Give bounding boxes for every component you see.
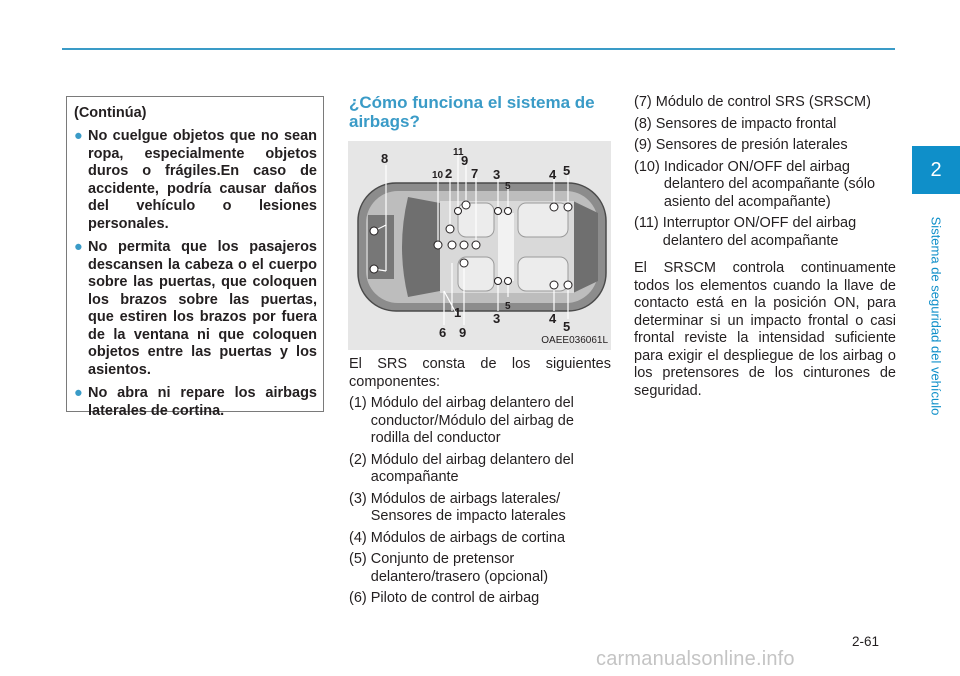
component-list bbox=[349, 395, 611, 608]
watermark: carmanualsonline.info bbox=[596, 648, 795, 670]
top-rule bbox=[62, 48, 895, 50]
callout-label: 11 bbox=[453, 147, 464, 158]
callout-label: 5 bbox=[563, 163, 571, 178]
chapter-title: Sistema de seguridad del vehículo bbox=[928, 216, 944, 416]
warning-heading: (Continúa) bbox=[74, 105, 147, 121]
warning-item: ● No cuelgue objetos que no sean ropa, especialmente objetos duros o frágiles.En caso de accidente, podría causar daños del vehículo o lesiones personales. bbox=[74, 128, 317, 232]
car-body bbox=[358, 183, 606, 311]
bullet-icon: ● bbox=[74, 385, 83, 401]
callout-label: 3 bbox=[493, 167, 501, 182]
callout-label: 5 bbox=[505, 301, 511, 312]
chapter-tab bbox=[912, 146, 960, 194]
callout-label: 8 bbox=[381, 151, 389, 166]
callout-label: 5 bbox=[505, 181, 511, 192]
component-item: (4) Módulos de airbags de cortina bbox=[349, 529, 566, 546]
section-heading: ¿Cómo funciona el sistema de airbags? bbox=[349, 93, 595, 131]
component-item: (2) Módulo del airbag delantero del acompañante bbox=[349, 451, 574, 485]
chapter-number: 2 bbox=[930, 158, 942, 181]
component-list bbox=[634, 94, 896, 250]
component-item: (5) Conjunto de pretensor delantero/trasero (opcional) bbox=[349, 551, 549, 585]
callout-label: 4 bbox=[549, 311, 557, 326]
callout-label: 3 bbox=[493, 311, 501, 326]
figure-code: OAEE036061L bbox=[541, 335, 608, 346]
page-number: 2-61 bbox=[852, 634, 880, 649]
intro-paragraph: El SRS consta de los siguientes componentes: bbox=[349, 356, 611, 390]
component-item: (1) Módulo del airbag delantero del conductor/Módulo del airbag de rodilla del conductor bbox=[349, 395, 574, 446]
warning-item: ● No abra ni repare los airbags laterales de cortina. bbox=[74, 385, 317, 419]
callout-label: 6 bbox=[439, 325, 447, 340]
callout-label: 2 bbox=[445, 166, 453, 181]
warning-item: ● No permita que los pasajeros descansen la cabeza o el cuerpo sobre las puertas, que coloquen los brazos sobre las puertas, que estiren los brazos por fuera de la ventana ni que coloquen objetos entre las puertas y los asientos. bbox=[74, 239, 317, 378]
component-item: (3) Módulos de airbags laterales/ Sensores de impacto laterales bbox=[349, 490, 566, 524]
callout-label: 4 bbox=[549, 167, 557, 182]
srscm-paragraph: El SRSCM controla continuamente todos los elementos cuando la llave de contacto está en la posición ON, para determinar si un impacto frontal o casi frontal reviste la intensidad suficiente para exigir el despliegue de los airbag o los pretensores de los cinturones de seguridad. bbox=[634, 260, 896, 399]
car-top-view-illustration bbox=[348, 141, 611, 350]
airbag-diagram bbox=[348, 141, 611, 350]
components-column-right bbox=[634, 94, 896, 404]
bullet-icon: ● bbox=[74, 239, 83, 255]
callout-label: 10 bbox=[432, 170, 444, 181]
callout-label: 9 bbox=[459, 325, 467, 340]
callout-label: 7 bbox=[471, 166, 479, 181]
warning-box bbox=[66, 96, 324, 419]
component-item: (7) Módulo de control SRS (SRSCM) bbox=[634, 94, 871, 110]
components-column-left bbox=[349, 356, 611, 612]
component-item: (8) Sensores de impacto frontal bbox=[634, 115, 837, 132]
callout-label: 9 bbox=[461, 153, 469, 168]
bullet-icon: ● bbox=[74, 128, 83, 144]
callout-label: 5 bbox=[563, 319, 571, 334]
component-item: (9) Sensores de presión laterales bbox=[634, 137, 848, 153]
callout-label: 1 bbox=[454, 305, 462, 320]
component-item: (6) Piloto de control de airbag bbox=[349, 590, 540, 606]
warning-list bbox=[74, 128, 317, 420]
component-item: (11) Interruptor ON/OFF del airbag delantero del acompañante bbox=[634, 215, 857, 249]
component-item: (10) Indicador ON/OFF del airbag delantero del acompañante (sólo asiento del acompañante) bbox=[634, 158, 876, 210]
